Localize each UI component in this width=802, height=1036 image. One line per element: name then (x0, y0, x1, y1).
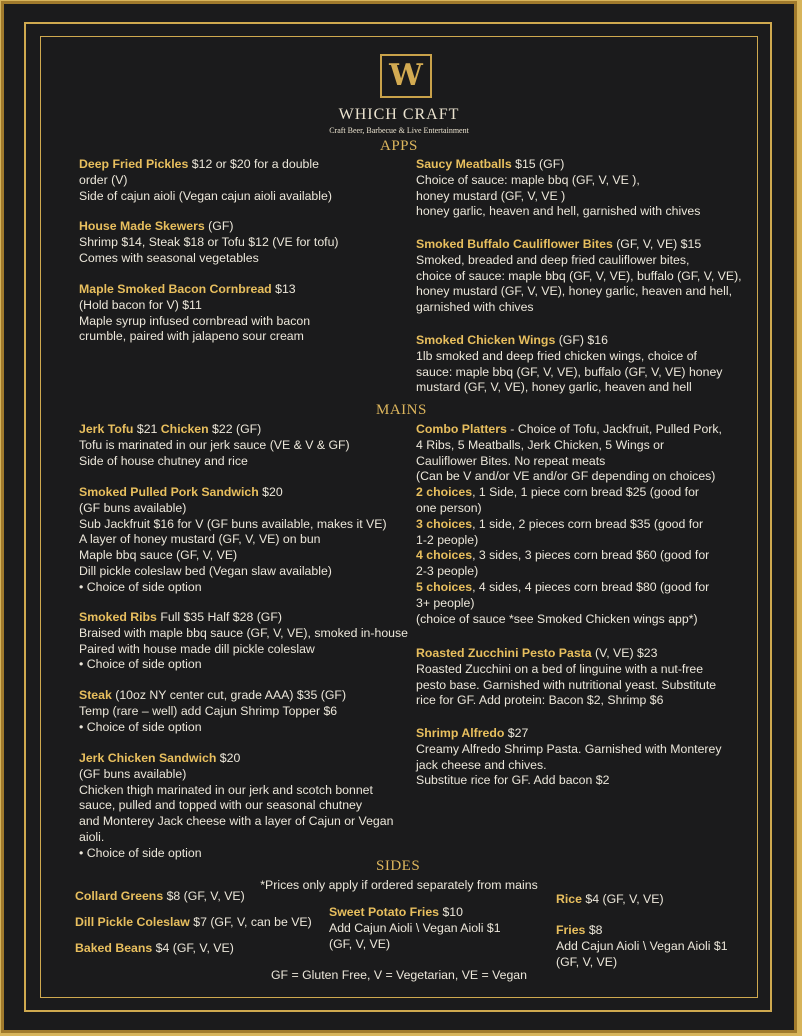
menu-item (416, 157, 700, 220)
item-text: Substitue rice for GF. Add bacon $2 (416, 773, 610, 788)
item-line (79, 298, 310, 314)
item-text: (Can be V and/or VE and/or GF depending on choices) (416, 469, 716, 484)
sides-price-note: *Prices only apply if ordered separately from mains (260, 878, 538, 892)
item-line (79, 189, 332, 205)
item-line (556, 892, 664, 908)
item-text: 2-3 people) (416, 564, 479, 579)
item-name: Dill Pickle Coleslaw (75, 915, 190, 929)
item-text: mustard (GF, V, VE), honey garlic, heaven and hell (416, 380, 692, 395)
item-text: Side of house chutney and rice (79, 453, 248, 468)
item-text: A layer of honey mustard (GF, V, VE) on bun (79, 532, 321, 547)
item-line (79, 173, 332, 189)
item-line (79, 532, 387, 548)
item-text: garnished with chives (416, 300, 534, 315)
item-line (416, 380, 722, 396)
item-line (416, 773, 722, 789)
item-text: Comes with seasonal vegetables (79, 250, 259, 265)
item-line (416, 501, 722, 517)
item-name: Saucy Meatballs (416, 157, 512, 171)
item-text: (V, VE) $23 (591, 646, 658, 660)
item-text: (GF) $16 (555, 333, 608, 347)
item-line (416, 269, 742, 285)
item-text: $4 (GF, V, VE) (581, 892, 664, 906)
menu-item (79, 485, 387, 596)
item-line (79, 751, 393, 767)
item-text: crumble, paired with jalapeno sour cream (79, 329, 304, 344)
item-line (79, 548, 387, 564)
item-name: Fries (556, 923, 586, 937)
item-text: $22 (GF) (208, 422, 262, 436)
item-text: 1lb smoked and deep fried chicken wings, choice of (416, 348, 697, 363)
item-text: $8 (585, 923, 603, 937)
menu-item (416, 237, 742, 316)
item-name: Combo Platters (416, 422, 507, 436)
item-text: Maple bbq sauce (GF, V, VE) (79, 548, 238, 563)
item-line (75, 941, 234, 957)
item-text: 4 Ribs, 5 Meatballs, Jerk Chicken, 5 Wings or (416, 437, 665, 452)
item-name: 5 choices (416, 579, 473, 594)
menu-item (79, 219, 339, 266)
item-text: Braised with maple bbq sauce (GF, V, VE), smoked in-house (79, 625, 408, 640)
section-heading-apps: APPS (380, 138, 418, 154)
item-line (75, 915, 312, 931)
side-item (556, 892, 664, 908)
item-line (416, 333, 722, 349)
item-text: • Choice of side option (79, 719, 202, 734)
item-line (79, 720, 346, 736)
item-text: Temp (rare – well) add Cajun Shrimp Topper $6 (79, 703, 338, 718)
item-name: Maple Smoked Bacon Cornbread (79, 282, 272, 296)
side-item (75, 941, 234, 957)
item-name: Sweet Potato Fries (329, 905, 440, 919)
item-text: order (V) (79, 172, 128, 187)
item-line (416, 157, 700, 173)
item-line (79, 314, 310, 330)
restaurant-name: WHICH CRAFT (338, 106, 460, 123)
item-text: (GF, V, VE) (556, 954, 618, 969)
item-line (329, 937, 501, 953)
item-text: sauce: maple bbq (GF, V, VE), buffalo (GF, V, VE) honey (416, 364, 723, 379)
item-text: $7 (GF, V, can be VE) (189, 915, 312, 929)
menu-item (416, 333, 722, 396)
menu-item (79, 157, 332, 204)
item-line (79, 610, 408, 626)
item-name: Collard Greens (75, 889, 164, 903)
item-text: honey mustard (GF, V, VE), honey garlic, heaven and hell, (416, 284, 733, 299)
item-name: 2 choices (416, 485, 473, 500)
item-text: (GF buns available) (79, 500, 187, 515)
item-line (416, 422, 722, 438)
item-line (416, 580, 722, 596)
item-line (416, 253, 742, 269)
item-line (416, 662, 716, 678)
item-text: $8 (GF, V, VE) (163, 889, 245, 903)
item-text: Tofu is marinated in our jerk sauce (VE & V & GF) (79, 437, 350, 452)
item-line (416, 693, 716, 709)
item-name: 4 choices (416, 548, 473, 563)
item-line (79, 422, 350, 438)
menu-item (79, 751, 393, 862)
item-line (416, 349, 722, 365)
item-text: honey mustard (GF, V, VE ) (416, 188, 566, 203)
item-line (416, 564, 722, 580)
item-line (79, 657, 408, 673)
item-line (556, 923, 728, 939)
logo-w-icon: W (380, 54, 432, 98)
item-text: Side of cajun aioli (Vegan cajun aioli available) (79, 188, 332, 203)
item-text: $12 or $20 for a double (188, 157, 319, 171)
item-text: choice of sauce: maple bbq (GF, V, VE), buffalo (GF, V, VE), (416, 268, 742, 283)
item-name: Deep Fried Pickles (79, 157, 189, 171)
menu-page (4, 4, 794, 1030)
item-text: jack cheese and chives. (416, 757, 547, 772)
item-text: $15 (GF) (511, 157, 565, 171)
menu-item (79, 688, 346, 735)
item-text: one person) (416, 500, 482, 515)
item-line (416, 284, 742, 300)
item-line (416, 646, 716, 662)
item-line (75, 889, 245, 905)
item-line (416, 300, 742, 316)
item-name: Roasted Zucchini Pesto Pasta (416, 646, 592, 660)
item-text: Shrimp $14, Steak $18 or Tofu $12 (VE for tofu) (79, 234, 339, 249)
item-name: Chicken (160, 422, 209, 436)
item-name: Steak (79, 688, 112, 702)
item-line (79, 251, 339, 267)
item-text: (GF, V, VE) (329, 936, 391, 951)
item-line (79, 219, 339, 235)
item-line (79, 798, 393, 814)
item-name: Jerk Chicken Sandwich (79, 751, 217, 765)
menu-item (79, 610, 408, 673)
item-line (556, 939, 728, 955)
item-text: (choice of sauce *see Smoked Chicken wings app*) (416, 611, 698, 626)
item-name: Rice (556, 892, 582, 906)
item-line (416, 485, 722, 501)
menu-item (416, 646, 716, 709)
item-text: sauce, pulled and topped with our seasonal chutney (79, 798, 363, 813)
item-text: $4 (GF, V, VE) (152, 941, 234, 955)
item-name: Baked Beans (75, 941, 153, 955)
section-heading-sides: SIDES (376, 858, 421, 874)
item-name: Smoked Pulled Pork Sandwich (79, 485, 259, 499)
menu-item (79, 422, 350, 469)
side-item (75, 915, 312, 931)
restaurant-tagline: Craft Beer, Barbecue & Live Entertainment (329, 126, 469, 135)
item-line (416, 758, 722, 774)
item-text: (GF) (204, 219, 234, 233)
item-line (79, 846, 393, 862)
item-text: (Hold bacon for V) $11 (79, 297, 202, 312)
item-name: Smoked Chicken Wings (416, 333, 556, 347)
item-line (416, 454, 722, 470)
item-text: (GF buns available) (79, 766, 187, 781)
item-line (416, 189, 700, 205)
item-text: $21 (133, 422, 161, 436)
item-line (79, 282, 310, 298)
item-text: Dill pickle coleslaw bed (Vegan slaw available) (79, 563, 332, 578)
item-line (416, 533, 722, 549)
item-line (416, 237, 742, 253)
item-text: Smoked, breaded and deep fried cauliflower bites, (416, 252, 690, 267)
item-text: (10oz NY center cut, grade AAA) $35 (GF) (111, 688, 347, 702)
item-name: Smoked Ribs (79, 610, 157, 624)
item-line (79, 329, 310, 345)
item-text: 1-2 people) (416, 532, 479, 547)
item-line (329, 921, 501, 937)
side-item (556, 923, 728, 970)
item-text: Add Cajun Aioli \ Vegan Aioli $1 (329, 920, 501, 935)
item-line (79, 485, 387, 501)
item-line (416, 517, 722, 533)
item-line (416, 678, 716, 694)
item-line (79, 626, 408, 642)
item-text: $20 (258, 485, 283, 499)
item-text: honey garlic, heaven and hell, garnished with chives (416, 204, 701, 219)
item-line (329, 905, 501, 921)
item-text: , 3 sides, 3 pieces corn bread $60 (good for (472, 548, 710, 563)
item-text: Paired with house made dill pickle coleslaw (79, 641, 315, 656)
side-item (75, 889, 245, 905)
side-item (329, 905, 501, 952)
item-line (79, 783, 393, 799)
item-text: Sub Jackfruit $16 for V (GF buns available, makes it VE) (79, 516, 387, 531)
item-text: rice for GF. Add protein: Bacon $2, Shrimp $6 (416, 693, 664, 708)
item-line (79, 580, 387, 596)
item-name: Jerk Tofu (79, 422, 134, 436)
item-name: 3 choices (416, 516, 473, 531)
menu-item (416, 422, 722, 627)
item-line (79, 438, 350, 454)
item-text: • Choice of side option (79, 579, 202, 594)
item-text: 3+ people) (416, 595, 475, 610)
item-line (79, 157, 332, 173)
dietary-legend: GF = Gluten Free, V = Vegetarian, VE = Vegan (270, 968, 527, 982)
menu-item (416, 726, 722, 789)
item-line (79, 830, 393, 846)
item-line (79, 814, 393, 830)
item-line (79, 564, 387, 580)
item-name: House Made Skewers (79, 219, 205, 233)
item-text: Roasted Zucchini on a bed of linguine with a nut-free (416, 661, 704, 676)
item-text: , 1 Side, 1 piece corn bread $25 (good for (472, 485, 700, 500)
menu-item (79, 282, 310, 345)
item-line (79, 688, 346, 704)
item-name: Shrimp Alfredo (416, 726, 505, 740)
item-line (416, 204, 700, 220)
item-text: Creamy Alfredo Shrimp Pasta. Garnished with Monterey (416, 741, 722, 756)
item-line (416, 742, 722, 758)
item-text: aioli. (79, 829, 105, 844)
item-text: Full $35 Half $28 (GF) (156, 610, 282, 624)
item-line (79, 235, 339, 251)
item-line (79, 501, 387, 517)
item-text: (GF, V, VE) $15 (612, 237, 702, 251)
item-text: Cauliflower Bites. No repeat meats (416, 453, 606, 468)
item-line (416, 365, 722, 381)
item-line (79, 642, 408, 658)
item-text: Maple syrup infused cornbread with bacon (79, 313, 311, 328)
item-line (416, 726, 722, 742)
item-text: Choice of sauce: maple bbq (GF, V, VE ), (416, 172, 640, 187)
item-text: $27 (504, 726, 529, 740)
item-text: $20 (216, 751, 241, 765)
item-line (416, 173, 700, 189)
item-name: Smoked Buffalo Cauliflower Bites (416, 237, 613, 251)
item-text: $10 (439, 905, 463, 919)
item-line (416, 469, 722, 485)
item-line (79, 454, 350, 470)
item-text: - Choice of Tofu, Jackfruit, Pulled Pork, (506, 422, 722, 436)
item-line (416, 438, 722, 454)
item-text: Add Cajun Aioli \ Vegan Aioli $1 (556, 938, 728, 953)
item-line (416, 548, 722, 564)
item-text: and Monterey Jack cheese with a layer of Cajun or Vegan (79, 814, 394, 829)
item-line (416, 612, 722, 628)
item-text: $13 (271, 282, 296, 296)
item-line (79, 767, 393, 783)
item-line (79, 517, 387, 533)
item-text: , 4 sides, 4 pieces corn bread $80 (good for (472, 579, 710, 594)
item-text: pesto base. Garnished with nutritional yeast. Substitute (416, 677, 717, 692)
item-line (79, 704, 346, 720)
item-text: • Choice of side option (79, 657, 202, 672)
item-text: Chicken thigh marinated in our jerk and scotch bonnet (79, 782, 373, 797)
item-text: • Choice of side option (79, 845, 202, 860)
item-text: , 1 side, 2 pieces corn bread $35 (good for (472, 516, 704, 531)
section-heading-mains: MAINS (376, 402, 427, 418)
item-line (416, 596, 722, 612)
